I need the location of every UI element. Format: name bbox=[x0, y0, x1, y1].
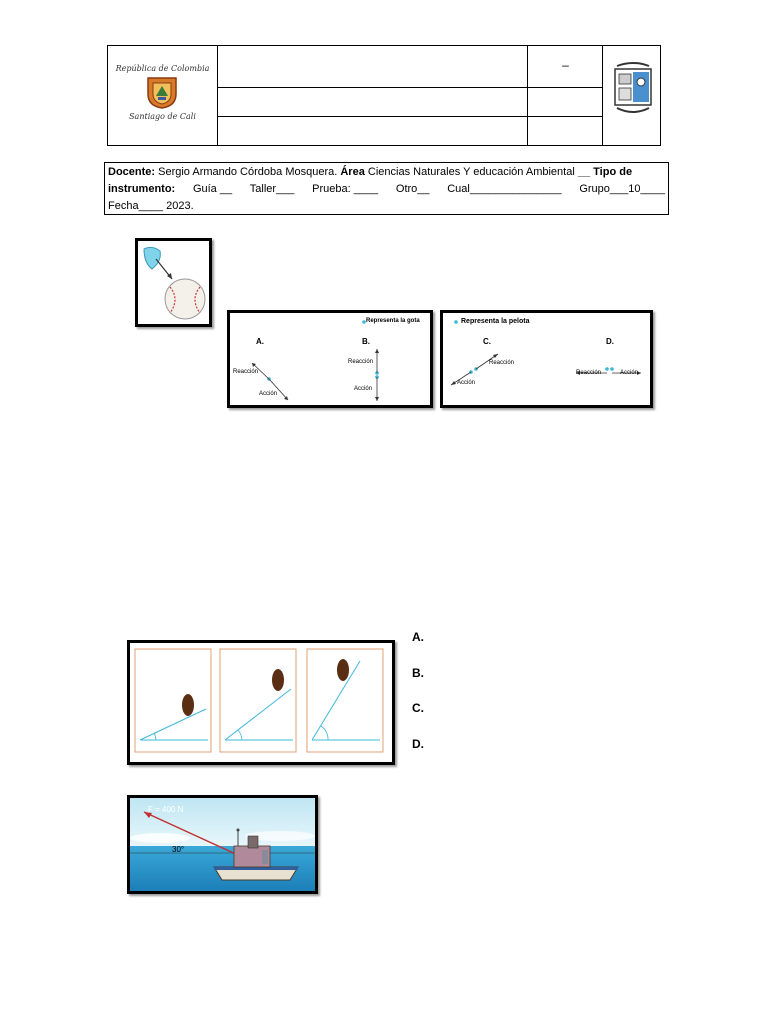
option-a-reaccion: Reacción bbox=[233, 369, 259, 375]
answer-c: C. bbox=[412, 701, 424, 715]
header-dash: – bbox=[562, 58, 569, 72]
legend-pelota: Representa la pelota bbox=[461, 318, 530, 325]
logo-left-line2: Santiago de Cali bbox=[129, 112, 196, 121]
options-cd-diagram bbox=[443, 313, 650, 405]
docente-name: Sergio Armando Córdoba Mosquera. bbox=[158, 166, 338, 178]
school-shield-icon bbox=[611, 60, 655, 120]
area-blank: __ bbox=[577, 166, 591, 178]
option-d-accion: Acción bbox=[620, 370, 639, 376]
instrumento-label: instrumento: bbox=[108, 183, 176, 195]
coat-of-arms-icon bbox=[144, 74, 180, 110]
legend-gota: Representa la gota bbox=[366, 318, 420, 324]
option-b-letter: B. bbox=[362, 337, 370, 346]
option-c-letter: C. bbox=[483, 337, 491, 346]
angle-label: 30° bbox=[172, 845, 185, 854]
inclined-planes-diagram bbox=[130, 643, 392, 762]
otro-field: Otro__ bbox=[395, 183, 430, 195]
prueba-field: Prueba: ____ bbox=[312, 183, 379, 195]
option-d-reaccion: Reacción bbox=[576, 370, 602, 376]
options-ab-frame bbox=[227, 310, 433, 408]
boat-frame bbox=[127, 795, 318, 894]
cual-field: Cual_______________ bbox=[447, 183, 562, 195]
answer-d: D. bbox=[412, 737, 424, 751]
drop-ball-image bbox=[135, 238, 212, 327]
answer-a: A. bbox=[412, 630, 424, 644]
option-c-accion: Acción bbox=[457, 380, 476, 386]
fecha-field: Fecha____ 2023. bbox=[108, 200, 194, 212]
teacher-info-box bbox=[104, 162, 669, 215]
option-a-accion: Acción bbox=[259, 391, 278, 397]
area-value: Ciencias Naturales Y educación Ambiental bbox=[367, 166, 575, 178]
area-label: Área bbox=[340, 166, 365, 178]
force-label: F = 400 N bbox=[148, 805, 184, 814]
header-table bbox=[107, 45, 661, 146]
grupo-field: Grupo___10____ bbox=[579, 183, 665, 195]
option-b-reaccion: Reacción bbox=[348, 359, 374, 365]
answer-b: B. bbox=[412, 666, 424, 680]
drop-and-ball-icon bbox=[138, 241, 209, 324]
guia-field: Guía __ bbox=[192, 183, 233, 195]
taller-field: Taller___ bbox=[249, 183, 295, 195]
docente-label: Docente: bbox=[108, 166, 156, 178]
option-a-letter: A. bbox=[256, 337, 264, 346]
inclined-planes-frame bbox=[127, 640, 395, 765]
option-b-accion: Acción bbox=[354, 386, 373, 392]
tipo-label: Tipo de bbox=[593, 166, 633, 178]
option-c-reaccion: Reacción bbox=[489, 360, 515, 366]
option-d-letter: D. bbox=[606, 337, 614, 346]
options-cd-frame bbox=[440, 310, 653, 408]
logo-left-line1: República de Colombia bbox=[115, 64, 210, 73]
